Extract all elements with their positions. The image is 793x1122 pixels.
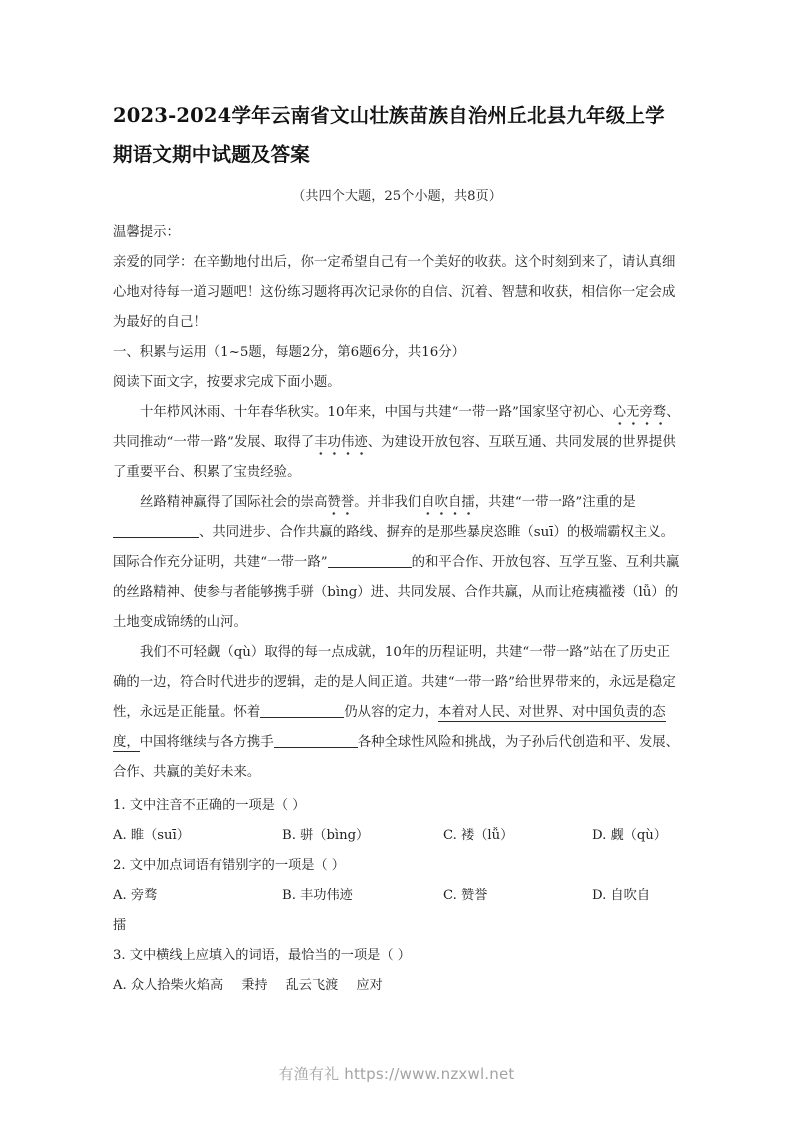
question-2-stem [113,851,681,881]
passage-p2-seg-d: 、共同进步、合作共赢的路线、摒弃的是那些暴戾恣睢（suī）的极端霸权主义。国际合作充分证明，共建“一带一路” [113,525,675,570]
section-one-heading: 一、积累与运用（1~5题，每题2分，第6题6分，共16分） [113,345,466,360]
option-1c[interactable]: C. 褛（lǚ） [443,828,514,843]
emphasis-zichuizilei: 自吹自擂 [421,495,475,510]
option-3a-part-1: 众人拾柴火焰高 [130,978,224,993]
question-2-number: 2. [113,858,126,873]
passage-paragraph-2 [113,488,681,638]
underlined-clause: 本着对人民、对世界、对中国负责的态度， [113,705,666,750]
passage-p1-seg-b: 、共同推动“一带一路”发展、取得了 [113,405,680,450]
tips-label: 温馨提示： [113,225,180,240]
question-2-options [113,881,681,911]
option-2c[interactable]: C. 赞誉 [443,888,488,903]
tips-body: 亲爱的同学：在辛勤地付出后，你一定希望自己有一个美好的收获。这个时刻到来了，请认真细心地对待每一道习题吧！这份练习题将再次记录你的自信、沉着、智慧和收获，相信你一定会成为最好的自己！ [113,255,676,330]
watermark: 有渔有礼 https://www.nzxwl.net [278,1065,515,1083]
passage-p1-seg-a: 十年栉风沐雨、十年春华秋实。10年来，中国与共建“一带一路”国家坚守初心、 [140,405,613,420]
passage-paragraph-3 [113,638,681,788]
option-2a[interactable]: A. 旁骛 [113,888,158,903]
question-3-number: 3. [113,948,126,963]
passage-p3-seg-d: 各种全球性风险和挑战，为子孙后代创造和平、发展、合作、共赢的美好未来。 [113,735,680,780]
question-1-text: 文中注音不正确的一项是（ ） [129,798,306,813]
option-2b[interactable]: B. 丰功伟迹 [282,888,353,903]
question-1-options [113,821,681,851]
option-3a-label: A. [113,978,127,993]
option-2d[interactable]: D. 自吹自 [592,888,651,903]
passage-p2-seg-a: 丝路精神赢得了国际社会的崇高 [140,495,328,510]
emphasis-zanyu: 赞誉 [327,495,355,510]
passage-p2-seg-e: 的和平合作、开放包容、互学互鉴、互利共赢的丝路精神、使参与者能够携手骈（bìng）进、共同发展、合作共赢，从而让疮痍褴褛（lǚ）的土地变成锦绣的山河。 [113,555,680,630]
question-1-number: 1. [113,798,126,813]
document-content [113,96,681,1001]
option-1a[interactable]: A. 睢（suī） [113,828,190,843]
option-3a-part-3: 乱云飞渡 [285,978,339,993]
question-1-stem [113,791,681,821]
question-3-stem [113,941,681,971]
passage-p3-seg-b: 仍从容的定力， [344,705,439,720]
passage-p2-seg-c: ，共建“一带一路”注重的是 [474,495,636,510]
emphasis-xinwupangwu: 心无旁骛 [612,405,667,420]
passage-p3-seg-a: 我们不可轻觑（qù）取得的每一点成就，10年的历程证明，共建“一带一路”站在了历史正确的一边，符合时代进步的逻辑，走的是人间正道。共建“一带一路”给世界带来的，永远是稳定性，永远是正能量。怀着 [113,645,676,720]
fill-blank-2[interactable] [328,552,412,568]
reading-instruction: 阅读下面文字，按要求完成下面小题。 [113,375,341,390]
question-3-option-a[interactable] [113,971,681,1001]
option-3a-part-4: 应对 [356,978,383,993]
passage-p3-seg-c: 中国将继续与各方携手 [139,735,274,750]
passage-p1-seg-c: 、为建设开放包容、互联互通、共同发展的世界提供了重要平台、积累了宝贵经验。 [113,435,676,480]
passage-p2-seg-b: 。并非我们 [354,495,422,510]
option-1d[interactable]: D. 觑（qù） [592,828,667,843]
question-2-text: 文中加点词语有错别字的一项是（ ） [129,858,345,873]
exam-subtitle: （共四个大题，25个小题，共8页） [292,189,502,204]
fill-blank-1[interactable] [113,522,199,538]
emphasis-fenggongweiji: 丰功伟迹 [314,435,368,450]
fill-blank-3[interactable] [260,702,344,718]
option-1b[interactable]: B. 骈（bìng） [282,828,370,843]
passage-paragraph-1 [113,398,681,488]
question-3-text: 文中横线上应填入的词语，最恰当的一项是（ ） [129,948,411,963]
page-title: 2023-2024学年云南省文山壮族苗族自治州丘北县九年级上学期语文期中试题及答案 [113,104,665,166]
fill-blank-4[interactable] [274,732,358,748]
option-2d-wrap: 擂 [113,918,127,933]
option-3a-part-2: 秉持 [241,978,268,993]
